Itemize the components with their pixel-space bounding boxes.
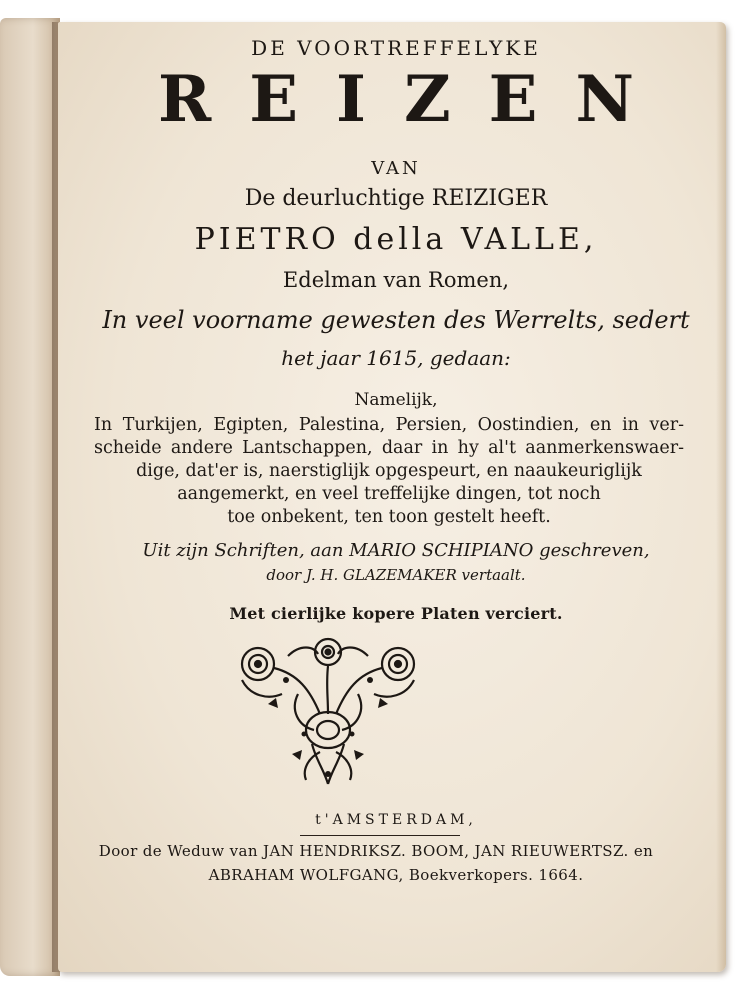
plates-line: Met cierlijke kopere Platen verciert.	[229, 604, 563, 623]
description-line: scheide andere Lantschappen, daar in hy al't aanmerkenswaer-	[94, 438, 684, 458]
imprint-publishers-line-2: ABRAHAM WOLFGANG, Boekverkopers. 1664.	[208, 866, 584, 884]
heading-voortreffelyke: DE VOORTREFFELYKE	[251, 36, 541, 60]
written-for-line: Uit zijn Schriften, aan MARIO SCHIPIANO geschreven,	[142, 540, 650, 561]
heading-reizen: REIZEN	[158, 62, 672, 137]
translator-line: door J. H. GLAZEMAKER vertaalt.	[266, 566, 526, 584]
previous-leaf	[0, 18, 60, 976]
floral-woodcut-ornament-icon	[228, 634, 428, 794]
heading-author-name: PIETRO della VALLE,	[194, 222, 598, 257]
description-paragraph	[94, 414, 684, 529]
imprint-publishers-line-1: Door de Weduw van JAN HENDRIKSZ. BOOM, JAN RIEUWERTSZ. en	[98, 842, 654, 860]
subtitle-line-1: In veel voorname gewesten des Werrelts, sedert	[102, 306, 690, 334]
description-line: dige, dat'er is, naerstiglijk opgespeurt, en naaukeuriglijk	[136, 461, 642, 481]
author-description: Edelman van Romen,	[282, 268, 510, 292]
heading-van: VAN	[371, 158, 421, 179]
heading-reiziger: De deurluchtige REIZIGER	[244, 186, 548, 211]
imprint-rule	[300, 835, 460, 836]
subtitle-line-2: het jaar 1615, gedaan:	[281, 346, 511, 370]
page-edge	[716, 22, 726, 972]
description-line: In Turkijen, Egipten, Palestina, Persien, Oostindien, en in ver-	[94, 415, 684, 435]
imprint-city: t'AMSTERDAM,	[315, 812, 477, 828]
description-line: aangemerkt, en veel treffelijke dingen, tot noch	[177, 484, 601, 504]
namelijk-label: Namelijk,	[354, 390, 438, 410]
description-line: toe onbekent, ten toon gestelt heeft.	[227, 507, 551, 527]
